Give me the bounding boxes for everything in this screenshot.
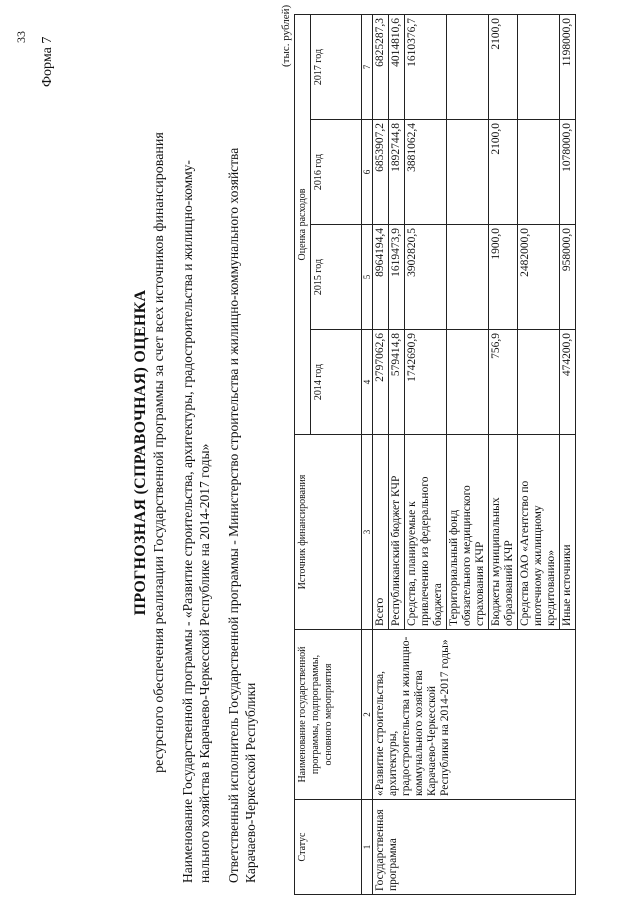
header-name: Наименование государственной программы, подпрограммы, основного мероприятия xyxy=(295,630,362,800)
header-source: Источник финансирования xyxy=(295,435,362,630)
value-2017 xyxy=(447,14,489,119)
value-2014: 474200,0 xyxy=(560,330,576,435)
header-row xyxy=(295,14,311,894)
value-2017: 1610376,7 xyxy=(405,14,447,119)
value-2017 xyxy=(518,14,560,119)
program-name-cell: «Развитие строительства, архитектуры, градостроительства и жилищно-коммунального хозяйства Карачаево-Черкесской Республики на 2014-2017 годы» xyxy=(373,630,576,800)
value-2014: 579414,8 xyxy=(389,330,405,435)
col-number: 4 xyxy=(362,330,373,435)
document-title: ПРОГНОЗНАЯ (СПРАВОЧНАЯ) ОЦЕНКА xyxy=(132,289,149,616)
value-2016 xyxy=(447,120,489,225)
form-label: Форма 7 xyxy=(40,36,55,87)
value-2014: 2797062,6 xyxy=(373,330,389,435)
col-number: 5 xyxy=(362,225,373,330)
header-2015: 2015 год xyxy=(311,225,362,330)
value-2015: 1619473,9 xyxy=(389,225,405,330)
document-subtitle: ресурсного обеспечения реализации Государственной программы за счет всех источников финансирования xyxy=(152,132,167,773)
value-2015: 958000,0 xyxy=(560,225,576,330)
program-name-line-2: нального хозяйства в Карачаево-Черкесской Республике на 2014-2017 годы» xyxy=(197,443,212,883)
value-2015: 8964194,4 xyxy=(373,225,389,330)
value-2015: 3902820,5 xyxy=(405,225,447,330)
value-2014: 1742690,9 xyxy=(405,330,447,435)
value-2016: 1892744,8 xyxy=(389,120,405,225)
header-2017: 2017 год xyxy=(311,14,362,119)
status-cell: Государственная программа xyxy=(373,800,576,895)
source-cell: Средства, планируемые к привлечению из федерального бюджета xyxy=(405,435,447,630)
table-row xyxy=(373,14,389,894)
value-2016: 6853907,2 xyxy=(373,120,389,225)
value-2016: 3881062,4 xyxy=(405,120,447,225)
page-number: 33 xyxy=(14,31,28,43)
col-number: 1 xyxy=(362,800,373,895)
value-2016 xyxy=(518,120,560,225)
col-number: 6 xyxy=(362,120,373,225)
header-status: Статус xyxy=(295,800,362,895)
value-2017: 2100,0 xyxy=(489,14,518,119)
value-2014: 756,9 xyxy=(489,330,518,435)
source-cell: Иные источники xyxy=(560,435,576,630)
value-2016: 1078000,0 xyxy=(560,120,576,225)
col-number: 2 xyxy=(362,630,373,800)
executor-line-1: Ответственный исполнитель Государственной программы - Министерство строительства и жилищно-коммунального хозяйства xyxy=(226,147,241,883)
value-2015: 1900,0 xyxy=(489,225,518,330)
source-cell: Всего xyxy=(373,435,389,630)
financing-table xyxy=(294,14,576,895)
source-cell: Республиканский бюджет КЧР xyxy=(389,435,405,630)
value-2014 xyxy=(518,330,560,435)
value-2015 xyxy=(447,225,489,330)
value-2017: 4014810,6 xyxy=(389,14,405,119)
header-2014: 2014 год xyxy=(311,330,362,435)
value-2017: 6825287,3 xyxy=(373,14,389,119)
source-cell: Территориальный фонд обязательного медицинского страхования КЧР xyxy=(447,435,489,630)
value-2015: 2482000,0 xyxy=(518,225,560,330)
header-estimate: Оценка расходов xyxy=(295,14,311,434)
source-cell: Средства ОАО «Агентство по ипотечному жилищному кредитованию» xyxy=(518,435,560,630)
value-2017: 1198000,0 xyxy=(560,14,576,119)
col-number: 7 xyxy=(362,14,373,119)
value-2016: 2100,0 xyxy=(489,120,518,225)
source-cell: Бюджеты муниципальных образований КЧР xyxy=(489,435,518,630)
col-number: 3 xyxy=(362,435,373,630)
column-number-row xyxy=(362,14,373,894)
executor-line-2: Карачаево-Черкесской Республики xyxy=(243,682,258,883)
program-name-line-1: Наименование Государственной программы - «Развитие строительства, архитектуры, градостроительства и жилищно-комму- xyxy=(180,160,195,883)
header-2016: 2016 год xyxy=(311,120,362,225)
value-2014 xyxy=(447,330,489,435)
units-label: (тыс. рублей) xyxy=(280,4,292,67)
